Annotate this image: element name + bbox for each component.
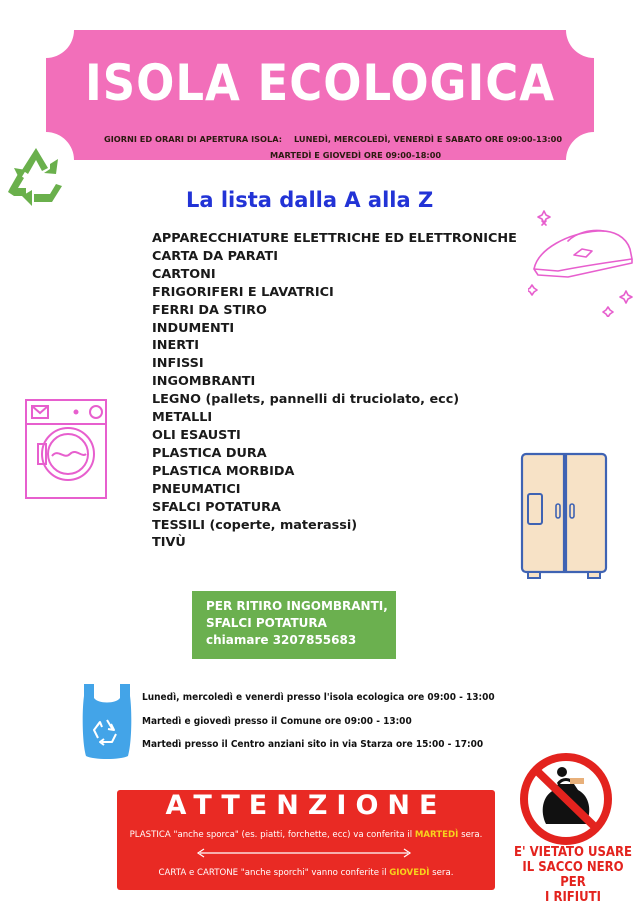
list-item: INERTI — [152, 338, 199, 354]
list-item: PLASTICA MORBIDA — [152, 463, 295, 479]
header-banner — [46, 30, 594, 160]
attention-paper-day: GIOVEDÌ — [389, 868, 430, 878]
black-bag-warning — [508, 845, 636, 905]
opening-hours-line1 — [104, 134, 562, 144]
attention-plastic-end: sera. — [458, 830, 483, 840]
warning-line-1: E' VIETATO USARE — [513, 845, 632, 860]
page-title: ISOLA ECOLOGICA — [84, 54, 556, 112]
pickup-line-2: SFALCI POTATURA — [206, 616, 327, 630]
list-item: INGOMBRANTI — [152, 374, 256, 390]
opening-hours-line2: MARTEDÌ E GIOVEDÌ ORE 09:00-18:00 — [270, 150, 442, 160]
list-item: FRIGORIFERI E LAVATRICI — [152, 284, 334, 300]
attention-title: ATTENZIONE — [165, 790, 447, 821]
list-item: OLI ESAUSTI — [152, 427, 241, 443]
pickup-info-box — [192, 591, 396, 659]
schedule-line: Lunedì, mercoledì e venerdì presso l'isola ecologica ore 09:00 - 13:00 — [142, 692, 495, 703]
list-item: PLASTICA DURA — [152, 445, 267, 461]
list-item: SFALCI POTATURA — [152, 499, 281, 515]
schedule-line: Martedì e giovedì presso il Comune ore 09:00 - 13:00 — [142, 716, 412, 727]
list-item: PNEUMATICI — [152, 481, 241, 497]
washing-machine-icon — [24, 398, 108, 500]
list-item: CARTONI — [152, 266, 216, 282]
no-black-bag-icon — [518, 752, 614, 846]
list-item: CARTA DA PARATI — [152, 248, 279, 264]
list-item: FERRI DA STIRO — [152, 302, 267, 318]
list-item: LEGNO (pallets, pannelli di truciolato, ecc) — [152, 392, 460, 408]
warning-line-3: I RIFIUTI — [545, 890, 601, 905]
list-title: La lista dalla A alla Z — [186, 188, 434, 212]
attention-paper-note — [117, 868, 495, 878]
pickup-phone: chiamare 3207855683 — [206, 633, 357, 647]
list-item: TESSILI (coperte, materassi) — [152, 517, 358, 533]
recycle-icon — [4, 144, 68, 206]
schedule-line: Martedì presso il Centro anziani sito in via Starza ore 15:00 - 17:00 — [142, 739, 484, 750]
plastic-bag-icon — [80, 682, 134, 762]
iron-icon — [528, 205, 636, 317]
opening-hours-label: GIORNI ED ORARI DI APERTURA ISOLA: — [104, 134, 282, 144]
attention-plastic-note — [117, 830, 495, 840]
fridge-icon — [520, 452, 610, 582]
pickup-line-1: PER RITIRO INGOMBRANTI, — [206, 599, 388, 613]
attention-paper-end: sera. — [429, 868, 454, 878]
list-item: INDUMENTI — [152, 320, 235, 336]
list-item: APPARECCHIATURE ELETTRICHE ED ELETTRONICHE — [152, 231, 517, 246]
opening-hours-weekdays: LUNEDÌ, MERCOLEDÌ, VENERDÌ E SABATO ORE 09:00-13:00 — [294, 134, 563, 144]
attention-paper-text: CARTA e CARTONE "anche sporchi" vanno conferite il — [158, 868, 390, 878]
list-item: TIVÙ — [152, 535, 186, 551]
divider-arrow-icon — [196, 848, 412, 858]
attention-plastic-day: MARTEDÌ — [414, 830, 459, 840]
waste-items-list — [152, 230, 517, 552]
attention-plastic-text: PLASTICA "anche sporca" (es. piatti, forchette, ecc) va conferita il — [129, 830, 415, 840]
warning-line-2: IL SACCO NERO PER — [522, 860, 624, 890]
list-item: METALLI — [152, 410, 213, 426]
list-item: INFISSI — [152, 356, 204, 372]
